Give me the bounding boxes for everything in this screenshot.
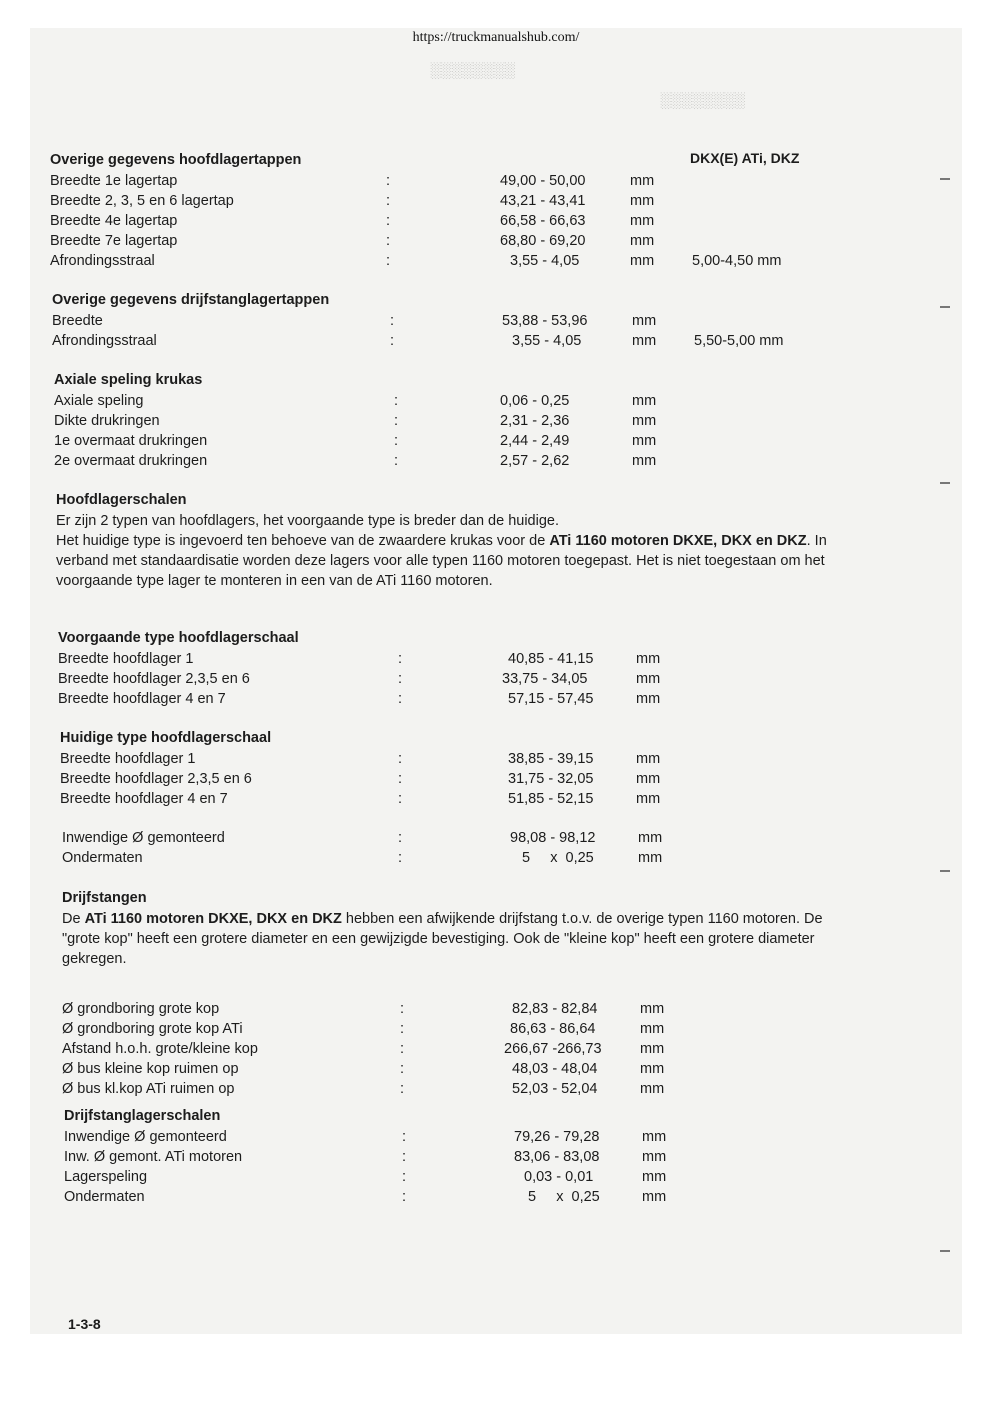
spec-row: Axiale speling : 0,06 - 0,25 mm: [54, 393, 657, 409]
spec-value: 79,26 - 79,28: [514, 1129, 600, 1145]
spec-label: Breedte 1e lagertap: [50, 173, 178, 189]
section-title: Drijfstanglagerschalen: [64, 1108, 221, 1124]
spec-row: Lagerspeling : 0,03 - 0,01 mm: [64, 1169, 667, 1185]
spec-value: 2,57 - 2,62: [500, 453, 570, 469]
spec-row: Ondermaten : 5 x 0,25 mm: [64, 1189, 667, 1205]
spec-unit: mm: [630, 173, 655, 189]
spec-unit: mm: [632, 413, 657, 429]
page-number: 1-3-8: [68, 1316, 101, 1332]
bleed-through-decoration: ░░░░░░░░: [430, 62, 516, 79]
spec-row: Ø bus kl.kop ATi ruimen op : 52,03 - 52,04 mm: [62, 1081, 665, 1097]
spec-row: Ø grondboring grote kop : 82,83 - 82,84 mm: [62, 1001, 665, 1017]
paragraph: [62, 909, 852, 969]
paragraph-text: Het huidige type is ingevoerd ten behoeve van de zwaardere krukas voor de: [56, 533, 550, 549]
spec-value: 31,75 - 32,05: [508, 771, 594, 787]
spec-row: Breedte 7e lagertap : 68,80 - 69,20 mm: [50, 233, 655, 249]
spec-label: Breedte 7e lagertap: [50, 233, 178, 249]
spec-row: Inwendige Ø gemonteerd : 79,26 - 79,28 mm: [64, 1129, 667, 1145]
scan-edge-mark: [940, 178, 950, 180]
section-title: Voorgaande type hoofdlagerschaal: [58, 630, 299, 646]
spec-label: Afstand h.o.h. grote/kleine kop: [62, 1041, 258, 1057]
spec-value: 68,80 - 69,20: [500, 233, 586, 249]
section-title: Hoofdlagerschalen: [56, 492, 187, 508]
spec-unit: mm: [642, 1189, 667, 1205]
spec-label: Inwendige Ø gemonteerd: [62, 830, 225, 846]
scan-edge-mark: [940, 306, 950, 308]
spec-value: 38,85 - 39,15: [508, 751, 594, 767]
spec-note: 5,00-4,50 mm: [692, 253, 782, 269]
spec-unit: mm: [632, 393, 657, 409]
spec-value: 98,08 - 98,12: [510, 830, 596, 846]
scan-edge-mark: [940, 870, 950, 872]
spec-unit: mm: [632, 313, 657, 329]
spec-value: 52,03 - 52,04: [512, 1081, 598, 1097]
spec-row: Afrondingsstraal : 3,55 - 4,05 mm 5,00-4,50 mm: [50, 253, 782, 269]
spec-value: 86,63 - 86,64: [510, 1021, 596, 1037]
section-title: Huidige type hoofdlagerschaal: [60, 730, 272, 746]
spec-label: Ondermaten: [64, 1189, 145, 1205]
spec-label: Breedte: [52, 313, 103, 329]
spec-label: Ø bus kl.kop ATi ruimen op: [62, 1081, 235, 1097]
spec-unit: mm: [640, 1081, 665, 1097]
spec-label: Breedte 2, 3, 5 en 6 lagertap: [50, 193, 234, 209]
spec-unit: mm: [642, 1169, 667, 1185]
spec-value: 5 x 0,25: [528, 1189, 600, 1205]
section-drijfstangen: [62, 888, 852, 1099]
engine-type-header: DKX(E) ATi, DKZ: [690, 150, 800, 166]
spec-row: Ondermaten : 5 x 0,25 mm: [62, 850, 663, 866]
spec-label: Afrondingsstraal: [52, 333, 157, 349]
spec-value: 5 x 0,25: [522, 850, 594, 866]
spec-row: Breedte hoofdlager 4 en 7 : 51,85 - 52,15 mm: [60, 791, 661, 807]
source-url[interactable]: https://truckmanualshub.com/: [412, 30, 580, 45]
spec-label: Afrondingsstraal: [50, 253, 155, 269]
spec-value: 43,21 - 43,41: [500, 193, 586, 209]
spec-unit: mm: [640, 1001, 665, 1017]
spec-unit: mm: [640, 1061, 665, 1077]
spec-row: Dikte drukringen : 2,31 - 2,36 mm: [54, 413, 657, 429]
spec-label: Breedte hoofdlager 2,3,5 en 6: [60, 771, 252, 787]
spec-label: Breedte hoofdlager 1: [60, 751, 196, 767]
spec-unit: mm: [630, 253, 655, 269]
section-inwendig: [62, 828, 782, 868]
spec-value: 3,55 - 4,05: [512, 333, 582, 349]
section-title: Overige gegevens hoofdlagertappen: [50, 152, 302, 168]
spec-unit: mm: [640, 1021, 665, 1037]
spec-unit: mm: [638, 830, 663, 846]
spec-value: 82,83 - 82,84: [512, 1001, 598, 1017]
spec-unit: mm: [636, 771, 661, 787]
spec-label: 1e overmaat drukringen: [54, 433, 208, 449]
spec-value: 49,00 - 50,00: [500, 173, 586, 189]
paragraph-text: hebben een afwijkende drijfstang t.o.v. de overige typen 1160 motoren. De "grote kop" heeft een grotere diameter en een gewijzigde bevestiging. Ook de "kleine kop" heeft een grotere diameter gekregen.: [62, 911, 823, 967]
spec-unit: mm: [630, 193, 655, 209]
spec-row: Ø grondboring grote kop ATi : 86,63 - 86,64 mm: [62, 1021, 665, 1037]
spec-unit: mm: [636, 751, 661, 767]
spec-unit: mm: [632, 333, 657, 349]
section-huidige-type: [60, 728, 780, 809]
spec-row: Afrondingsstraal : 3,55 - 4,05 mm 5,50-5,00 mm: [52, 333, 784, 349]
spec-row: Breedte hoofdlager 2,3,5 en 6 : 33,75 - 34,05 mm: [58, 671, 661, 687]
spec-value: 57,15 - 57,45: [508, 691, 594, 707]
spec-unit: mm: [630, 233, 655, 249]
engine-models: ATi 1160 motoren DKXE, DKX en DKZ: [549, 533, 807, 549]
spec-label: 2e overmaat drukringen: [54, 453, 208, 469]
spec-unit: mm: [632, 453, 657, 469]
spec-value: 53,88 - 53,96: [502, 313, 588, 329]
spec-value: 48,03 - 48,04: [512, 1061, 598, 1077]
spec-row: 1e overmaat drukringen : 2,44 - 2,49 mm: [54, 433, 657, 449]
spec-label: Breedte hoofdlager 4 en 7: [60, 791, 228, 807]
spec-value: 33,75 - 34,05: [502, 671, 588, 687]
spec-value: 51,85 - 52,15: [508, 791, 594, 807]
paragraph-text: Er zijn 2 typen van hoofdlagers, het voorgaande type is breder dan de huidige.: [56, 513, 560, 529]
spec-unit: mm: [636, 651, 661, 667]
section-voorgaande-type: [58, 628, 778, 709]
spec-label: Breedte 4e lagertap: [50, 213, 178, 229]
spec-label: Breedte hoofdlager 1: [58, 651, 194, 667]
spec-unit: mm: [636, 691, 661, 707]
spec-unit: mm: [632, 433, 657, 449]
section-hoofdlagertappen: [50, 150, 782, 271]
spec-value: 40,85 - 41,15: [508, 651, 594, 667]
spec-row: Breedte 4e lagertap : 66,58 - 66,63 mm: [50, 213, 655, 229]
spec-row: Breedte hoofdlager 1 : 38,85 - 39,15 mm: [60, 751, 661, 767]
section-drijfstanglagerschalen: [64, 1106, 784, 1207]
spec-row: Inw. Ø gemont. ATi motoren : 83,06 - 83,08 mm: [64, 1149, 667, 1165]
spec-label: Lagerspeling: [64, 1169, 148, 1185]
section-title: Overige gegevens drijfstanglagertappen: [52, 292, 330, 308]
spec-label: Ø bus kleine kop ruimen op: [62, 1061, 239, 1077]
spec-unit: mm: [636, 791, 661, 807]
spec-label: Ø grondboring grote kop: [62, 1001, 220, 1017]
spec-row: Breedte : 53,88 - 53,96 mm: [52, 313, 657, 329]
spec-row: 2e overmaat drukringen : 2,57 - 2,62 mm: [54, 453, 657, 469]
spec-value: 83,06 - 83,08: [514, 1149, 600, 1165]
spec-row: Breedte 2, 3, 5 en 6 lagertap : 43,21 - 43,41 mm: [50, 193, 655, 209]
spec-value: 2,44 - 2,49: [500, 433, 570, 449]
section-title: Drijfstangen: [62, 890, 147, 906]
spec-label: Ondermaten: [62, 850, 143, 866]
spec-row: Ø bus kleine kop ruimen op : 48,03 - 48,04 mm: [62, 1061, 665, 1077]
paragraph-text: . In verband met standaardisatie worden deze lagers voor alle typen 1160 motoren toegepast. Het is niet toegestaan om het voorgaande type lager te monteren in een van de ATi 1160 motoren.: [56, 533, 827, 589]
engine-models: ATi 1160 motoren DKXE, DKX en DKZ: [84, 911, 342, 927]
paragraph-text: De: [62, 911, 85, 927]
spec-unit: mm: [642, 1149, 667, 1165]
spec-unit: mm: [636, 671, 661, 687]
spec-label: Breedte hoofdlager 4 en 7: [58, 691, 226, 707]
spec-unit: mm: [642, 1129, 667, 1145]
spec-row: Breedte hoofdlager 2,3,5 en 6 : 31,75 - 32,05 mm: [60, 771, 661, 787]
spec-label: Inw. Ø gemont. ATi motoren: [64, 1149, 243, 1165]
section-axiale-speling: [54, 370, 774, 471]
spec-label: Dikte drukringen: [54, 413, 160, 429]
spec-unit: mm: [630, 213, 655, 229]
paragraph: [56, 511, 846, 591]
spec-label: Axiale speling: [54, 393, 144, 409]
scan-edge-mark: [940, 1250, 950, 1252]
spec-value: 0,03 - 0,01: [524, 1169, 594, 1185]
section-hoofdlagerschalen: [56, 490, 846, 591]
spec-row: Inwendige Ø gemonteerd : 98,08 - 98,12 mm: [62, 830, 663, 846]
spec-note: 5,50-5,00 mm: [694, 333, 784, 349]
spec-label: Inwendige Ø gemonteerd: [64, 1129, 227, 1145]
section-title: Axiale speling krukas: [54, 372, 203, 388]
spec-value: 266,67 -266,73: [504, 1041, 602, 1057]
spec-value: 66,58 - 66,63: [500, 213, 586, 229]
spec-label: Breedte hoofdlager 2,3,5 en 6: [58, 671, 250, 687]
spec-value: 2,31 - 2,36: [500, 413, 570, 429]
spec-unit: mm: [638, 850, 663, 866]
spec-unit: mm: [640, 1041, 665, 1057]
scan-edge-mark: [940, 482, 950, 484]
spec-label: Ø grondboring grote kop ATi: [62, 1021, 243, 1037]
spec-value: 0,06 - 0,25: [500, 393, 570, 409]
spec-row: Afstand h.o.h. grote/kleine kop : 266,67 -266,73 mm: [62, 1041, 665, 1057]
spec-value: 3,55 - 4,05: [510, 253, 580, 269]
section-drijfstanglagertappen: [52, 290, 784, 351]
spec-row: Breedte hoofdlager 1 : 40,85 - 41,15 mm: [58, 651, 661, 667]
spec-row: Breedte 1e lagertap : 49,00 - 50,00 mm: [50, 173, 655, 189]
spec-row: Breedte hoofdlager 4 en 7 : 57,15 - 57,45 mm: [58, 691, 661, 707]
bleed-through-decoration: ░░░░░░░░: [660, 92, 746, 109]
